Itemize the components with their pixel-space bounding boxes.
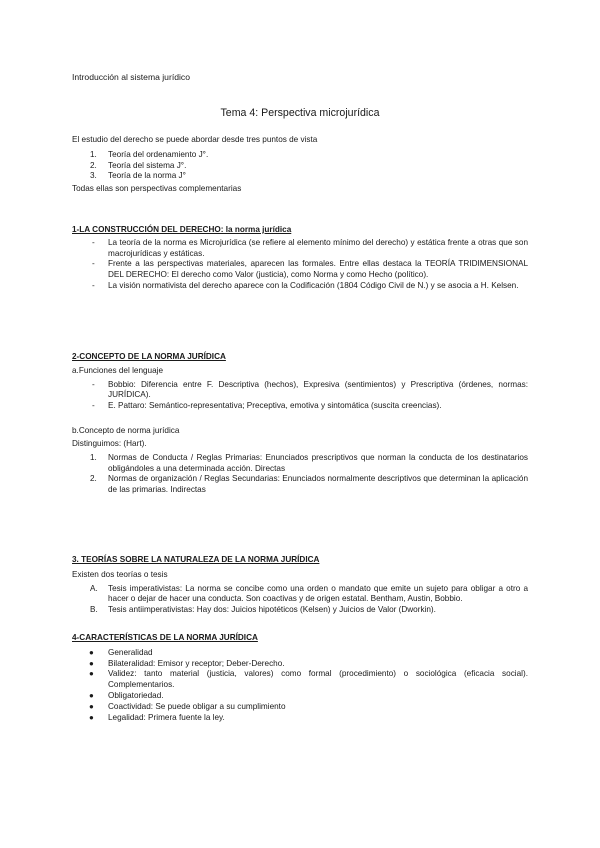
list-item-text: Tesis antiimperativistas: Hay dos: Juicios hipotéticos (Kelsen) y Juicios de Valor (Dworkin). <box>108 605 436 615</box>
section-4 <box>72 633 528 724</box>
list-item-text: Obligatoriedad. <box>108 691 164 701</box>
section-4-list <box>72 648 528 724</box>
list-item <box>72 150 528 161</box>
section-3 <box>72 555 528 616</box>
section-1-list <box>72 238 528 292</box>
list-item <box>72 453 528 475</box>
list-item <box>72 474 528 496</box>
list-item-text: Teoría de la norma J° <box>108 171 186 181</box>
list-marker: 3. <box>90 171 97 181</box>
section-4-title: 4-CARACTERÍSTICAS DE LA NORMA JURÍDICA <box>72 633 258 642</box>
list-item <box>72 281 528 292</box>
list-marker: 2. <box>90 160 97 170</box>
list-item-text: Normas de Conducta / Reglas Primarias: Enunciados prescriptivos que norman la conducta de los destinatarios obligándoles a una determinada acción. Directas <box>108 452 528 473</box>
list-item-text: Normas de organización / Reglas Secundarias: Enunciados normalmente descriptivos que determinan la aplicación de las primarias. Indirectas <box>108 474 528 495</box>
list-item <box>72 691 528 702</box>
bullet-icon: ● <box>89 691 94 701</box>
bullet-icon: ● <box>89 658 94 668</box>
section-3-list <box>72 584 528 616</box>
list-item-text: Teoría del ordenamiento J°. <box>108 149 209 159</box>
section-2b-lead: Distinguimos: (Hart). <box>72 438 147 448</box>
list-item-text: Bilateralidad: Emisor y receptor; Deber-Derecho. <box>108 658 285 668</box>
section-2a-title: a.Funciones del lenguaje <box>72 365 164 375</box>
list-item-text: Frente a las perspectivas materiales, aparecen las formales. Entre ellas destaca la TEORÍA TRIDIMENSIONAL DEL DERECHO: El derecho como Valor (justicia), como Norma y como Hecho (político). <box>108 259 528 280</box>
list-item-text: Bobbio: Diferencia entre F. Descriptiva (hechos), Expresiva (sentimientos) y Prescriptiva (órdenes, normas: JURÍDICA). <box>108 379 528 400</box>
list-item-text: Coactividad: Se puede obligar a su cumplimiento <box>108 701 286 711</box>
bullet-icon: ● <box>89 647 94 657</box>
list-item <box>72 259 528 281</box>
list-item <box>72 605 528 616</box>
bullet-icon: ● <box>89 701 94 711</box>
intro-block <box>72 135 528 195</box>
section-2b-title: b.Concepto de norma jurídica <box>72 426 180 436</box>
list-item <box>72 401 528 412</box>
list-marker: - <box>92 237 95 247</box>
list-marker: 1. <box>90 452 97 462</box>
list-item <box>72 648 528 659</box>
page-title: Tema 4: Perspectiva microjurídica <box>220 107 380 119</box>
list-item <box>72 171 528 182</box>
section-2b-list <box>72 453 528 496</box>
section-2 <box>72 352 528 496</box>
section-2-title: 2-CONCEPTO DE LA NORMA JURÍDICA <box>72 352 226 361</box>
intro-closing: Todas ellas son perspectivas complementarias <box>72 184 242 194</box>
list-item <box>72 584 528 606</box>
list-item-text: Tesis imperativistas: La norma se concibe como una orden o mandato que emite un sujeto para obligar a otro a hacer o dejar de hacer una conducta. Son coactivas y de origen estatal. Bentham, Austin, Bobbio. <box>108 583 528 604</box>
section-2a-list <box>72 380 528 412</box>
list-marker: - <box>92 379 95 389</box>
course-title: Introducción al sistema jurídico <box>72 72 190 82</box>
section-3-title: 3. TEORÍAS SOBRE LA NATURALEZA DE LA NORMA JURÍDICA <box>72 555 320 564</box>
list-item-text: La teoría de la norma es Microjurídica (se refiere al elemento mínimo del derecho) y estática frente a otras que son macrojurídicas y estáticas. <box>108 237 528 258</box>
intro-list <box>72 150 528 182</box>
list-item <box>72 380 528 402</box>
list-marker: 2. <box>90 474 97 484</box>
list-marker: 1. <box>90 149 97 159</box>
list-item-text: Generalidad <box>108 647 153 657</box>
list-marker: - <box>92 281 95 291</box>
list-marker: B. <box>90 605 98 615</box>
section-1-title: 1-LA CONSTRUCCIÓN DEL DERECHO: la norma jurídica <box>72 225 292 234</box>
list-item <box>72 713 528 724</box>
list-item <box>72 659 528 670</box>
list-marker: A. <box>90 583 98 593</box>
list-item <box>72 238 528 260</box>
bullet-icon: ● <box>89 712 94 722</box>
list-item-text: Legalidad: Primera fuente la ley. <box>108 712 225 722</box>
section-1 <box>72 225 528 292</box>
list-marker: - <box>92 401 95 411</box>
list-item-text: La visión normativista del derecho aparece con la Codificación (1804 Código Civil de N.) y se asocia a H. Kelsen. <box>108 281 519 291</box>
bullet-icon: ● <box>89 669 94 679</box>
list-marker: - <box>92 259 95 269</box>
list-item <box>72 161 528 172</box>
list-item-text: E. Pattaro: Semántico-representativa; Preceptiva, emotiva y sintomática (suscita creencias). <box>108 401 442 411</box>
list-item-text: Validez: tanto material (justicia, valores) como formal (procedimiento) o sociológica (eficacia social). Complementarios. <box>108 669 528 690</box>
list-item <box>72 669 528 691</box>
list-item-text: Teoría del sistema J°. <box>108 160 187 170</box>
list-item <box>72 702 528 713</box>
intro-lead: El estudio del derecho se puede abordar desde tres puntos de vista <box>72 135 318 144</box>
section-3-lead: Existen dos teorías o tesis <box>72 569 168 579</box>
